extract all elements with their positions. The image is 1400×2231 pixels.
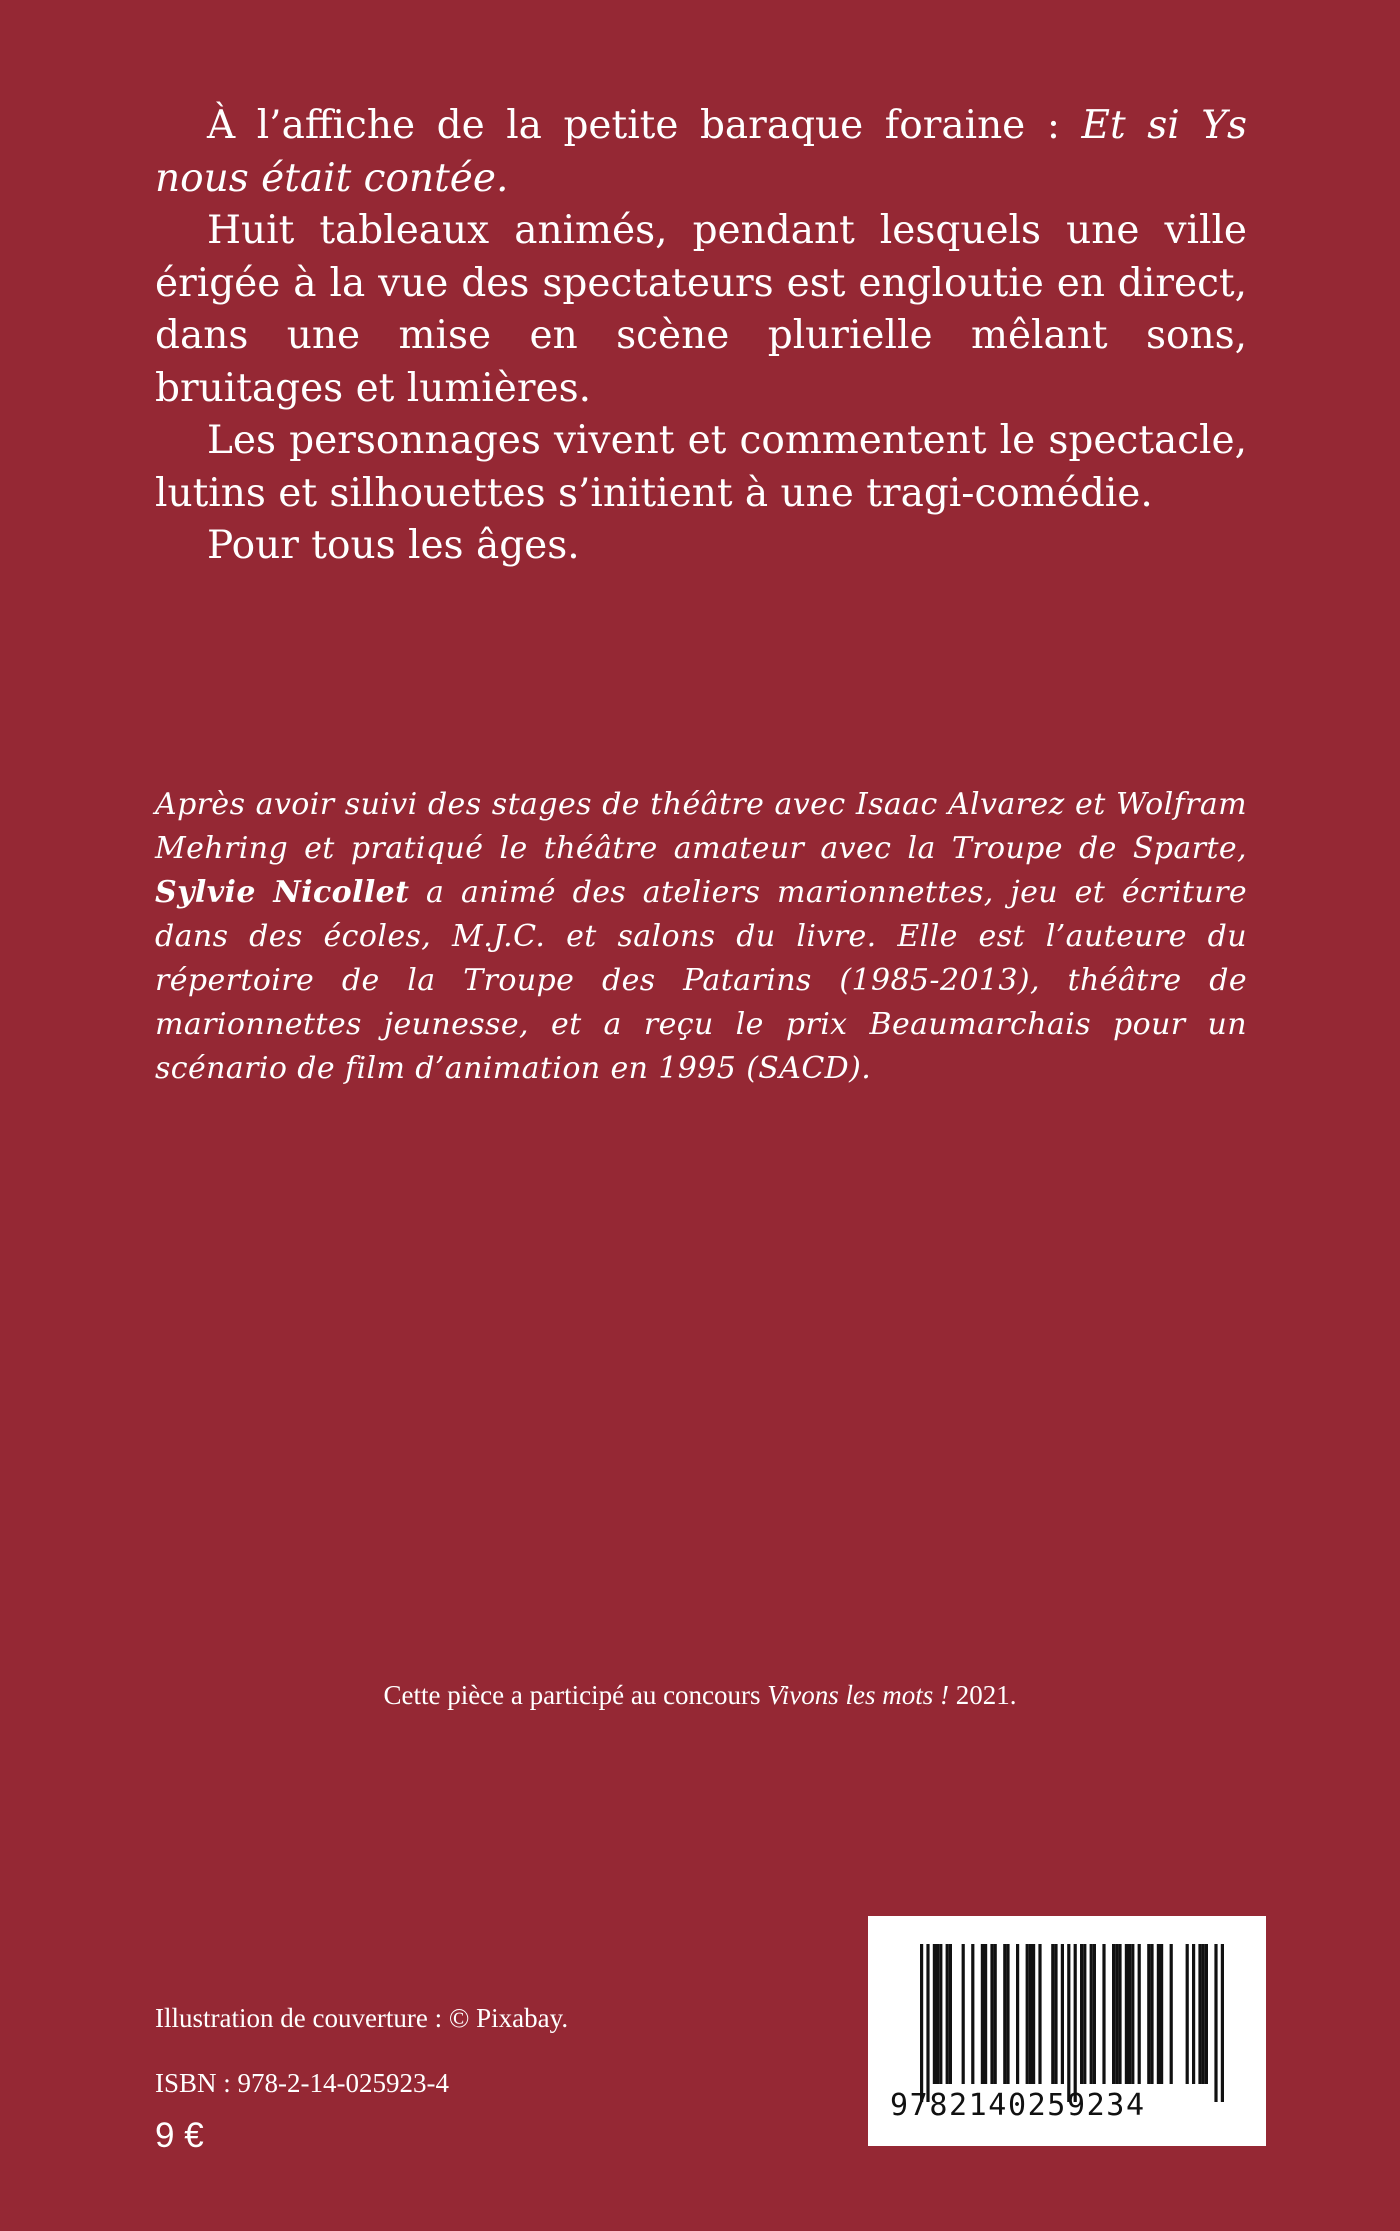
barcode-bar	[926, 1944, 929, 2102]
author-bio	[155, 783, 1247, 1091]
barcode-bar	[1170, 1944, 1173, 2084]
blurb-paragraph-3: Les personnages vivent et commentent le spectacle, lutins et silhouettes s’initient à une tragi-comédie.	[155, 418, 1247, 516]
barcode-bar	[990, 1944, 993, 2084]
barcode-bar	[1221, 1944, 1224, 2102]
contest-text-after: 2021.	[949, 1680, 1017, 1710]
barcode-bar	[1083, 1944, 1086, 2084]
price: 9 €	[155, 2116, 204, 2155]
barcode-bar	[1054, 1944, 1057, 2084]
barcode-digits: 9782140259234	[890, 2088, 1146, 2123]
barcode-bar	[1093, 1944, 1096, 2084]
barcode-bar	[1198, 1944, 1201, 2084]
barcode-bar	[1125, 1944, 1128, 2084]
blurb-paragraph-4: Pour tous les âges.	[207, 523, 580, 568]
barcode-bar	[1138, 1944, 1141, 2084]
barcode-bar	[1029, 1944, 1032, 2084]
blurb-paragraph-2: Huit tableaux animés, pendant lesquels une ville érigée à la vue des spectateurs est engloutie en direct, dans une mise en scène plurielle mêlant sons, bruitages et lumières.	[155, 208, 1247, 411]
barcode-bar	[1214, 1944, 1217, 2102]
contest-note	[0, 1677, 1400, 1713]
barcode-bar	[1026, 1944, 1029, 2084]
play-title: Et si Ys nous était contée.	[155, 103, 1248, 201]
barcode-bar	[1157, 1944, 1160, 2084]
barcode-bar	[949, 1944, 952, 2084]
barcode-bar	[1051, 1944, 1054, 2084]
blurb	[155, 100, 1247, 573]
contest-text-before: Cette pièce a participé au concours	[383, 1680, 768, 1710]
barcode-bar	[939, 1944, 942, 2084]
barcode-bar	[1067, 1944, 1070, 2102]
barcode-bar	[1131, 1944, 1134, 2084]
barcode-bar	[1128, 1944, 1131, 2084]
barcode-bar	[1205, 1944, 1208, 2084]
barcode-bar	[1032, 1944, 1035, 2084]
barcode-bar	[994, 1944, 997, 2084]
blurb-intro: À l’affiche de la petite baraque foraine :	[207, 103, 1082, 148]
barcode	[868, 1916, 1266, 2146]
barcode-bar	[1074, 1944, 1077, 2102]
barcode-bar	[1192, 1944, 1195, 2084]
barcode-bar	[1080, 1944, 1083, 2084]
barcode-bar	[1115, 1944, 1118, 2084]
illustration-credit: Illustration de couverture : © Pixabay.	[155, 2003, 569, 2033]
barcode-bar	[1202, 1944, 1205, 2084]
barcode-bar	[1118, 1944, 1121, 2084]
barcode-bar	[946, 1944, 949, 2084]
barcode-bar	[1102, 1944, 1105, 2084]
barcode-bar	[1038, 1944, 1041, 2084]
barcode-bar	[920, 1944, 923, 2102]
barcode-bar	[1006, 1944, 1009, 2084]
barcode-bar	[936, 1944, 939, 2084]
blurb-paragraph-1	[155, 100, 1247, 205]
barcode-bar	[962, 1944, 965, 2084]
barcode-bar	[1061, 1944, 1064, 2084]
barcode-bar	[1150, 1944, 1153, 2084]
bio-text-after: a animé des ateliers marionnettes, jeu et écriture dans des écoles, M.J.C. et salons du livre. Elle est l’auteure du répertoire de la Troupe des Patarins (1985-2013), théâtre de marionnettes jeunesse, et a reçu le prix Beaumarchais pour un scénario de film d’animation en 1995 (SACD).	[155, 875, 1247, 1086]
author-bio-paragraph	[155, 783, 1247, 1091]
barcode-bar	[971, 1944, 974, 2084]
barcode-bar	[1016, 1944, 1019, 2084]
barcode-bar	[1112, 1944, 1115, 2084]
bio-text-before: Après avoir suivi des stages de théâtre avec Isaac Alvarez et Wolfram Mehring et pratiqué le théâtre amateur avec la Troupe de Sparte,	[155, 787, 1247, 866]
barcode-bar	[1186, 1944, 1189, 2084]
barcode-bar	[984, 1944, 987, 2084]
author-name: Sylvie Nicollet	[155, 875, 410, 910]
barcode-bar	[1090, 1944, 1093, 2084]
barcode-bar	[1003, 1944, 1006, 2084]
barcode-bar	[1160, 1944, 1163, 2084]
barcode-bar	[933, 1944, 936, 2084]
isbn: ISBN : 978-2-14-025923-4	[155, 2068, 449, 2098]
contest-title: Vivons les mots !	[767, 1680, 950, 1710]
barcode-bar	[981, 1944, 984, 2084]
barcode-bar	[1147, 1944, 1150, 2084]
